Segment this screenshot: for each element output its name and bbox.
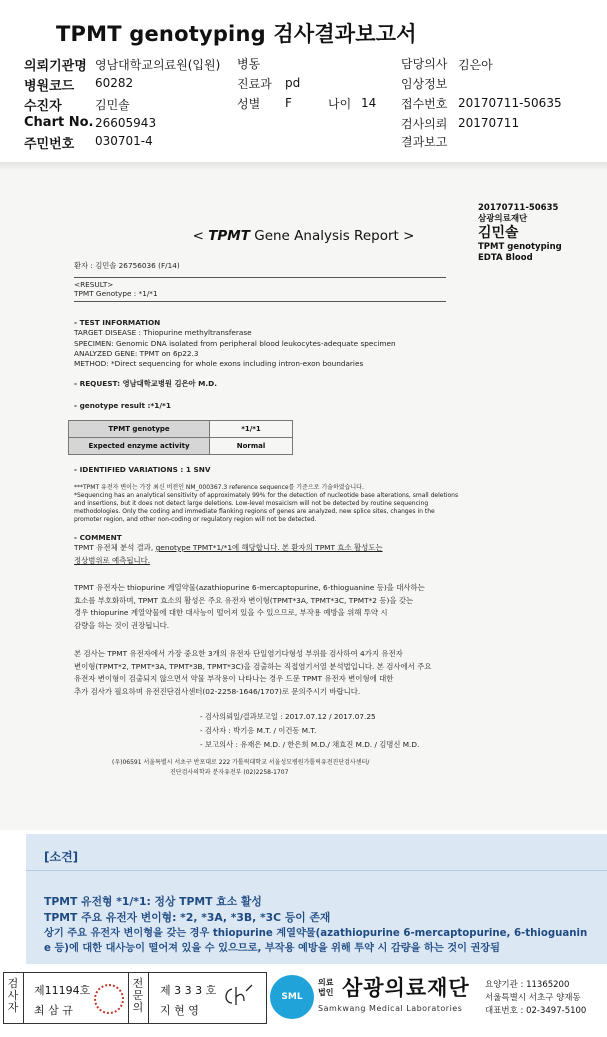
test-info-title: - TEST INFORMATION xyxy=(74,318,161,327)
header-row-patient: 수진자 xyxy=(24,99,62,114)
specimen-stamp: 20170711-50635 삼광의료재단 김민솔 TPMT genotyping EDTA Blood xyxy=(478,203,562,263)
conclusion-divider xyxy=(26,870,607,871)
method: METHOD: *Direct sequencing for whole exons including intron-exon boundaries xyxy=(74,359,364,368)
note-2: *Sequencing has an analytical sensitivity of approximately 99% for the detection of nucleotide base alterations, small deletions xyxy=(74,492,459,499)
divider-bottom xyxy=(74,301,446,302)
sex-value: F xyxy=(285,96,292,110)
result-genotype: TPMT Genotype : *1/*1 xyxy=(74,289,158,298)
note-1: ***TPMT 유전자 변이는 가장 최신 버전인 NM_000367.3 reference sequence를 기준으로 기술하였습니다. xyxy=(74,484,364,491)
address-line-2: 진단검사의학과 분자유전부 (02)2258-1707 xyxy=(170,769,289,776)
signature-dates: - 검사의뢰일/결과보고일 : 2017.07.12 / 2017.07.25 xyxy=(200,712,376,721)
examiner-label: 검사자 xyxy=(7,977,19,1014)
address-line-1: (우)06591 서울특별시 서초구 반포대로 222 가톨릭대학교 서울성모병원가톨릭유전진단검사센터/ xyxy=(112,759,370,766)
analyzed-gene: ANALYZED GENE: TPMT on 6p22.3 xyxy=(74,349,199,358)
signature-doctors: - 보고의사 : 유재은 M.D. / 한은희 M.D./ 채효진 M.D. / 김명신 M.D. xyxy=(200,740,420,749)
header-row-hospital-code: 병원코드 xyxy=(24,79,75,94)
table-row xyxy=(69,438,293,455)
signature-mark-icon xyxy=(222,983,258,1009)
identified-variations: - IDENTIFIED VARIATIONS : 1 SNV xyxy=(74,465,211,474)
signature-testers: - 검사자 : 박기응 M.T. / 이건동 M.T. xyxy=(200,726,317,735)
specialist-name: 지 현 영 xyxy=(160,1004,199,1017)
conclusion-title: [소견] xyxy=(44,850,79,864)
table-row xyxy=(69,421,293,438)
note-4: methodologies. Only the coding and immediate flanking regions of genes are analyzed, new splice sites, changes in the xyxy=(74,508,435,515)
note-5: promoter region, and other non-coding or regulatory region will not be detected. xyxy=(74,516,317,523)
receipt-no-value: 20170711-50635 xyxy=(458,96,562,110)
conclusion-line-1: TPMT 유전형 *1/*1: 정상 TPMT 효소 활성 xyxy=(44,895,262,908)
resident-no-value: 030701-4 xyxy=(95,134,153,148)
chart-no-value: 26605943 xyxy=(95,116,157,130)
comment-paragraph-2: TPMT 유전자는 thiopurine 계열약물(azathiopurine 6-mercaptopurine, 6-thioguanine 등)을 대사하는 효소를 부호화하며, TPMT 효소의 활성은 주요 유전자 변이형(TPMT*3A, TPMT*3C, TPMT*2 등)을 갖는 경우 thiopurine 계열약물에 대한 대사능이 떨어져 있을 수 있으므로, 부작용 예방을 위해 투약 시 감량을 하는 것이 권장됩니다. xyxy=(74,583,425,630)
table-header-cell: Expected enzyme activity xyxy=(69,438,210,455)
age-label: 나이 xyxy=(328,97,352,111)
sex-label: 성별 xyxy=(237,97,261,111)
specialist-license: 제 3 3 3 호 xyxy=(160,984,217,997)
examiner-name: 최 삼 규 xyxy=(34,1004,73,1017)
specimen: SPECIMEN: Genomic DNA isolated from peripheral blood leukocytes-adequate specimen xyxy=(74,339,396,348)
ward-label: 병동 xyxy=(237,57,261,71)
receipt-no-label: 접수번호 xyxy=(401,97,448,111)
comment-paragraph-1: TPMT 유전체 분석 결과, genotype TPMT*1/*1에 해당합니다. 본 환자의 TPMT 효소 활성도는 정상범위로 예측됩니다. xyxy=(74,543,383,565)
request-date-value: 20170711 xyxy=(458,116,520,130)
genotype-result: - genotype result :*1/*1 xyxy=(74,401,171,410)
institution-value: 영남대학교의료원(입원) xyxy=(95,58,221,72)
clinical-info-label: 임상정보 xyxy=(401,77,448,91)
divider xyxy=(23,972,24,1024)
age-value: 14 xyxy=(361,96,377,110)
request-line: - REQUEST: 영남대학교병원 김은아 M.D. xyxy=(74,379,218,388)
gene-report-title: < TPMT Gene Analysis Report > xyxy=(192,228,415,244)
genotype-table xyxy=(68,420,293,455)
org-info-2: 서울특별시 서초구 양재동 xyxy=(485,993,581,1003)
note-3: and insertions, but it does not detect large deletions. Low-level mosaicism will not be detected by routine sequencing xyxy=(74,500,429,507)
seal-icon xyxy=(94,984,124,1014)
org-name: 삼광의료재단 xyxy=(342,976,470,1000)
header-row-chart-no: Chart No. xyxy=(24,115,94,130)
org-info-3: 대표번호 : 02-3497-5100 xyxy=(485,1006,587,1016)
comment-paragraph-3: 본 검사는 TPMT 유전자에서 가장 중요한 3개의 유전자 단일염기다형성 부위를 검사하여 4가지 유전자 변이형(TPMT*2, TPMT*3A, TPMT*3B, TPMT*3C)을 검출하는 직접염기서열 분석법입니다. 본 검사에서 주요 유전자 변이형이 검출되지 않으면서 약물 부작용이 나타나는 경우 드문 TPMT 유전자 변이형에 대한 추가 검사가 필요하며 유전진단검사센터(02-2258-1646/1707)로 문의주시기 바랍니다. xyxy=(74,649,432,696)
report-date-label: 결과보고 xyxy=(401,135,448,149)
sml-logo-icon: SML xyxy=(270,975,314,1019)
examiner-license: 제11194호 xyxy=(34,984,91,997)
doctor-value: 김은아 xyxy=(458,58,493,72)
patient-value: 김민솔 xyxy=(95,98,130,112)
target-disease: TARGET DISEASE : Thiopurine methyltransferase xyxy=(74,328,252,337)
dept-value: pd xyxy=(285,76,301,90)
table-header-cell: TPMT genotype xyxy=(69,421,210,438)
doctor-label: 담당의사 xyxy=(401,57,448,71)
comment-title: - COMMENT xyxy=(74,533,122,542)
org-english-name: Samkwang Medical Laboratories xyxy=(318,1004,463,1013)
divider xyxy=(148,972,149,1024)
table-value-cell: *1/*1 xyxy=(210,421,293,438)
table-value-cell: Normal xyxy=(210,438,293,455)
header-row-resident-no: 주민번호 xyxy=(24,137,75,152)
org-info-1: 요양기관 : 11365200 xyxy=(485,980,570,990)
result-label: <RESULT> xyxy=(74,280,114,289)
request-date-label: 검사의뢰 xyxy=(401,117,448,131)
conclusion-line-4: e 등)에 대한 대사능이 떨어져 있을 수 있으므로, 부작용 예방을 위해 투약 시 감량을 하는 것이 권장됨 xyxy=(44,943,500,954)
patient-line: 환자 : 김민솔 26756036 (F/14) xyxy=(74,261,180,270)
conclusion-line-2: TPMT 주요 유전자 변이형: *2, *3A, *3B, *3C 등이 존재 xyxy=(44,911,331,924)
header-row-institution: 의뢰기관명 xyxy=(24,59,87,74)
org-type: 의료법인 xyxy=(318,978,334,997)
specialist-label: 전문의 xyxy=(132,977,144,1014)
divider xyxy=(128,972,129,1024)
report-title: TPMT genotyping 검사결과보고서 xyxy=(56,22,417,46)
divider-top xyxy=(74,277,446,278)
dept-label: 진료과 xyxy=(237,77,272,91)
conclusion-line-3: 상기 주요 유전자 변이형을 갖는 경우 thiopurine 계열약물(azathiopurine 6-mercaptopurine, 6-thioguanin xyxy=(44,928,588,939)
hospital-code-value: 60282 xyxy=(95,76,134,90)
